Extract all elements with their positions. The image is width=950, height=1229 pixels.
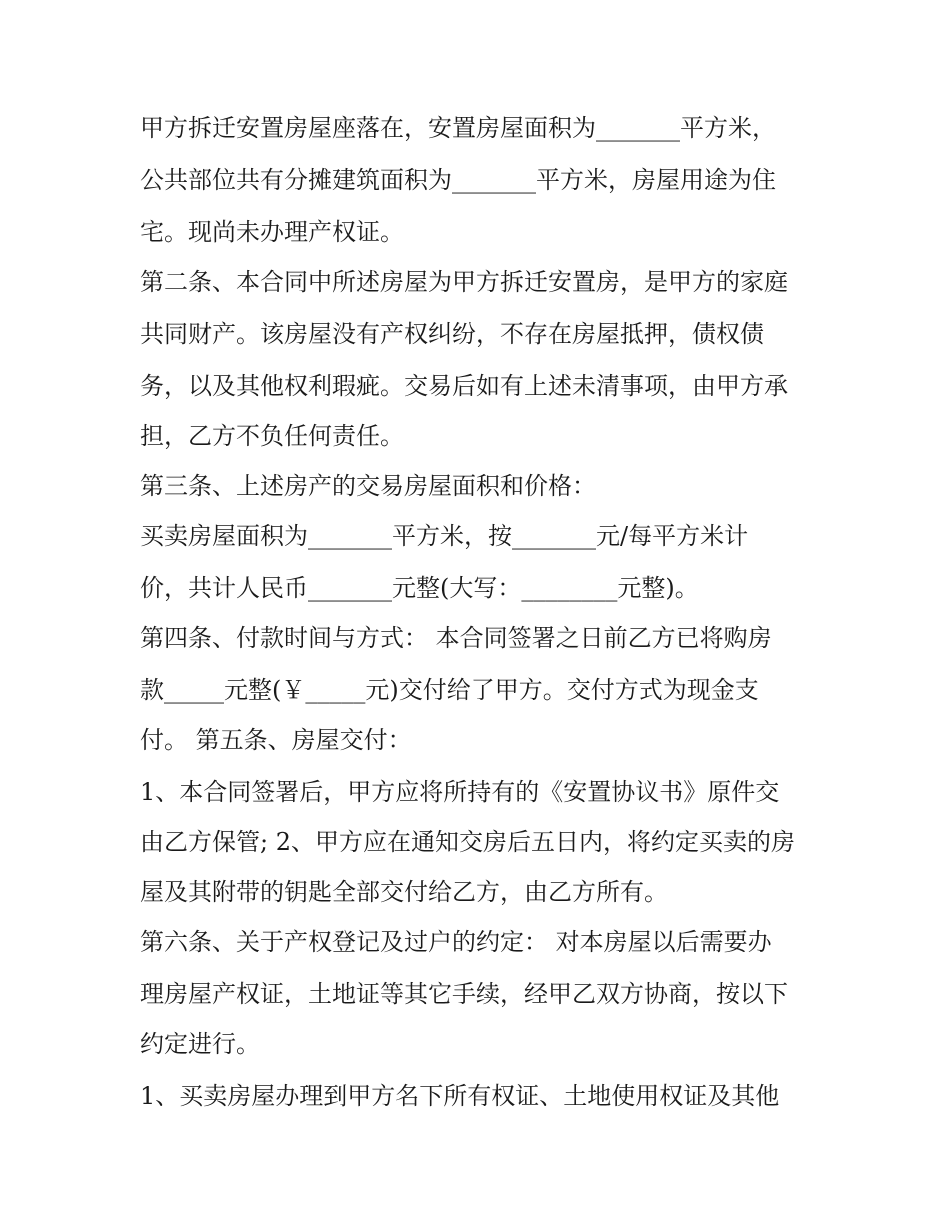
text-line: 1、本合同签署后，甲方应将所持有的《安置协议书》原件交 [140, 778, 780, 806]
text-line: 由乙方保管; 2、甲方应在通知交房后五日内，将约定买卖的房 [140, 828, 795, 856]
text-line: 理房屋产权证，土地证等其它手续，经甲乙双方协商，按以下 [140, 980, 788, 1008]
text-line: 付。 第五条、房屋交付： [140, 726, 412, 754]
text-line: 甲方拆迁安置房屋座落在，安置房屋面积为_______平方米， [140, 114, 776, 142]
text-line: 宅。现尚未办理产权证。 [140, 218, 404, 246]
text-line: 第四条、付款时间与方式： 本合同签署之日前乙方已将购房 [140, 624, 772, 652]
text-line: 第六条、关于产权登记及过户的约定： 对本房屋以后需要办 [140, 928, 772, 956]
text-line: 款_____元整(￥_____元)交付给了甲方。交付方式为现金支 [140, 676, 759, 704]
text-line: 第二条、本合同中所述房屋为甲方拆迁安置房，是甲方的家庭 [140, 268, 788, 296]
text-line: 务，以及其他权利瑕疵。交易后如有上述未清事项，由甲方承 [140, 372, 788, 400]
text-line: 1、买卖房屋办理到甲方名下所有权证、土地使用权证及其他 [140, 1082, 780, 1110]
text-line: 约定进行。 [140, 1030, 260, 1058]
text-line: 第三条、上述房产的交易房屋面积和价格： [140, 472, 596, 500]
text-line: 价，共计人民币_______元整(大写：________元整)。 [140, 574, 699, 602]
text-line: 共同财产。该房屋没有产权纠纷，不存在房屋抵押，债权债 [140, 320, 764, 348]
text-line: 买卖房屋面积为_______平方米，按_______元/每平方米计 [140, 522, 749, 550]
text-line: 担，乙方不负任何责任。 [140, 422, 404, 450]
text-line: 公共部位共有分摊建筑面积为_______平方米，房屋用途为住 [140, 166, 776, 194]
text-line: 屋及其附带的钥匙全部交付给乙方，由乙方所有。 [140, 878, 668, 906]
